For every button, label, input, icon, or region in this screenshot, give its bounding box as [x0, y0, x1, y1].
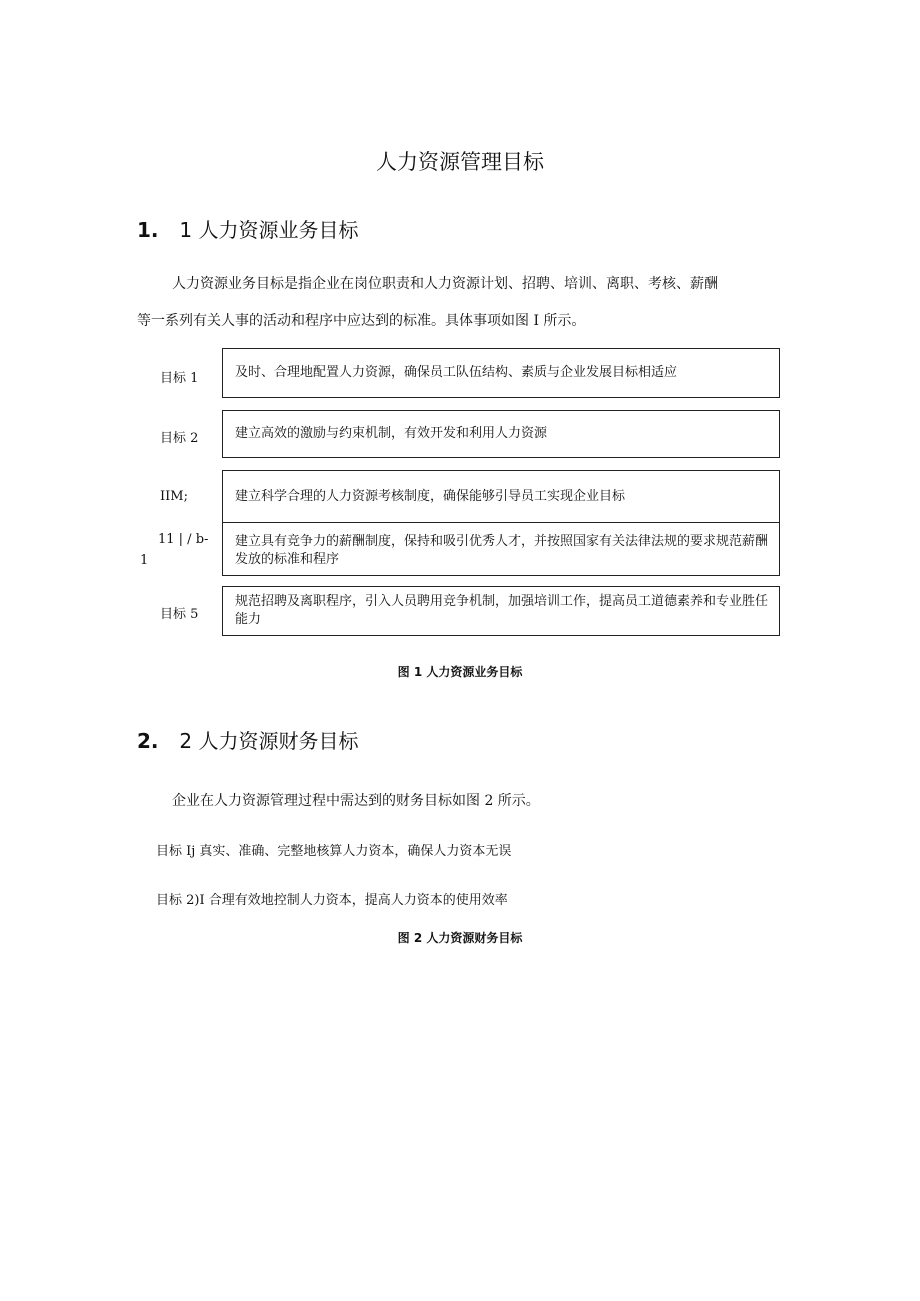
goal-text-5: 规范招聘及离职程序，引入人员聘用竞争机制，加强培训工作，提高员工道德素养和专业胜任能力: [235, 594, 769, 627]
goal-text-1: 及时、合理地配置人力资源，确保员工队伍结构、素质与企业发展目标相适应: [235, 365, 678, 380]
goal-text-2: 建立高效的激励与约束机制，有效开发和利用人力资源: [235, 426, 548, 441]
section1-paragraph-line2: 等一系列有关人事的活动和程序中应达到的标准。具体事项如图 I 所示。: [137, 313, 586, 329]
figure1-caption: 图 1 人力资源业务目标: [397, 665, 523, 679]
goal-text-4: 建立具有竞争力的薪酬制度，保持和吸引优秀人才，并按照国家有关法律法规的要求规范薪酬发放的标准和程序: [235, 534, 769, 567]
goal-box-5: [222, 586, 780, 636]
financial-goal-1: 目标 Ij 真实、准确、完整地核算人力资本，确保人力资本无误: [156, 844, 512, 859]
section2-number: 2.: [137, 729, 159, 753]
goal-box-2: [222, 410, 780, 458]
goal-box-1: [222, 348, 780, 398]
section2-title: 2 人力资源财务目标: [179, 729, 359, 753]
financial-goal-2: 目标 2)I 合理有效地控制人力资本，提高人力资本的使用效率: [156, 893, 508, 908]
goal-label-1: 目标 1: [160, 371, 199, 386]
goal-label-4-line2: 1: [140, 553, 149, 568]
section2-heading: [137, 725, 359, 754]
section1-heading: [137, 214, 359, 243]
page-title: 人力资源管理目标: [376, 150, 544, 174]
goal-label-4-line1: 11 | / b-: [158, 532, 209, 547]
section1-title: 1 人力资源业务目标: [179, 218, 359, 242]
section1-paragraph-line1: 人力资源业务目标是指企业在岗位职责和人力资源计划、招聘、培训、离职、考核、薪酬: [172, 276, 718, 292]
section2-paragraph: 企业在人力资源管理过程中需达到的财务目标如图 2 所示。: [172, 793, 540, 809]
goal-label-5: 目标 5: [160, 607, 199, 622]
goal-label-2: 目标 2: [160, 431, 199, 446]
goal-label-3: IIM;: [160, 489, 188, 504]
section1-number: 1.: [137, 218, 159, 242]
goal-box-4: [222, 522, 780, 576]
goal-box-3: [222, 470, 780, 522]
figure2-caption: 图 2 人力资源财务目标: [397, 931, 523, 945]
goal-text-3: 建立科学合理的人力资源考核制度，确保能够引导员工实现企业目标: [235, 488, 626, 504]
